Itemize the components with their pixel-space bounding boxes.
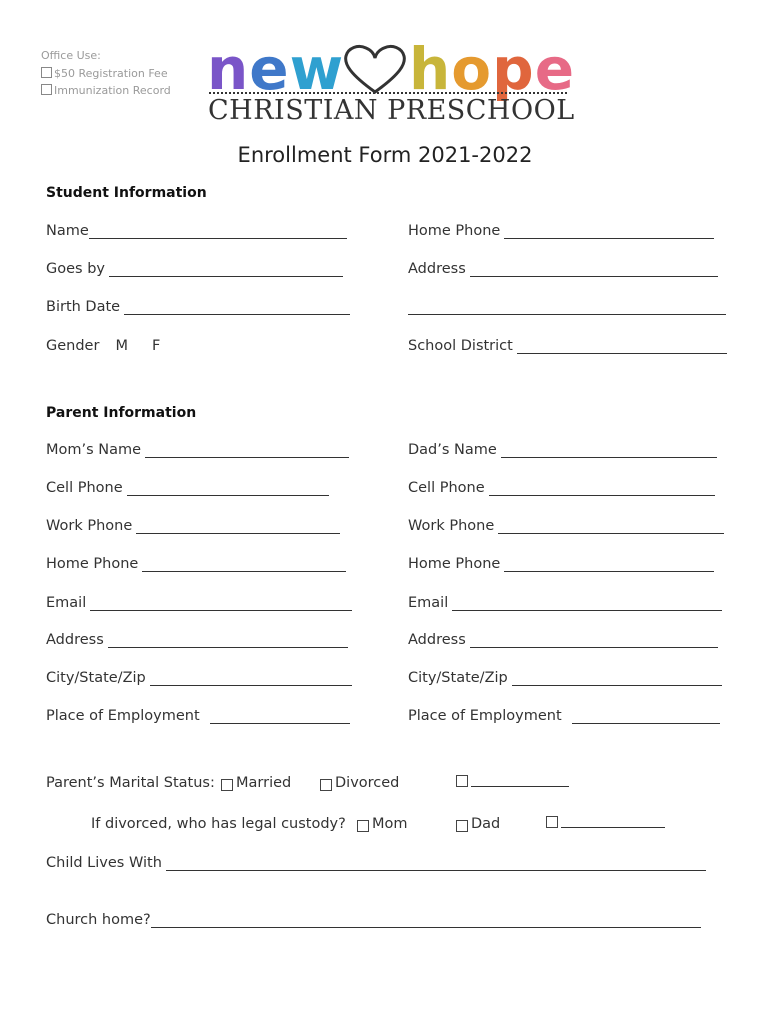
registration-fee-checkbox[interactable] [41,67,52,78]
dad-work-phone-line[interactable] [498,532,724,534]
parent-section-heading: Parent Information [46,405,197,421]
gender-label: Gender [46,338,100,354]
heart-icon [340,42,410,98]
dad-work-phone-label: Work Phone [408,518,495,534]
mom-employment-field[interactable] [46,708,350,724]
dad-cell-phone-line[interactable] [489,494,715,496]
gender-option-f[interactable]: F [151,338,161,354]
mom-city-state-zip-field[interactable] [46,670,352,686]
logo-subtitle: CHRISTIAN PRESCHOOL [208,95,575,126]
mom-home-phone-label: Home Phone [46,556,139,572]
goes-by-field[interactable] [46,261,343,277]
mom-email-label: Email [46,595,87,611]
moms-name-field[interactable] [46,442,349,458]
child-lives-with-label: Child Lives With [46,855,162,871]
mom-work-phone-line[interactable] [136,532,340,534]
dad-email-line[interactable] [452,609,722,611]
dad-city-state-zip-line[interactable] [512,684,722,686]
mom-cell-phone-label: Cell Phone [46,480,123,496]
married-label: Married [236,775,292,791]
marital-other-line[interactable] [471,785,569,787]
custody-dad-option[interactable] [456,816,500,832]
immunization-record-checkbox[interactable] [41,84,52,95]
custody-label: If divorced, who has legal custody? [91,816,346,832]
custody-mom-label: Mom [372,816,408,832]
custody-mom-option[interactable] [357,816,408,832]
mom-address-line[interactable] [108,646,348,648]
birth-date-label: Birth Date [46,299,121,315]
mom-city-state-zip-line[interactable] [150,684,352,686]
goes-by-line[interactable] [109,275,343,277]
dad-address-label: Address [408,632,466,648]
custody-other-option[interactable] [546,816,665,828]
married-checkbox[interactable] [221,779,233,791]
dad-address-field[interactable] [408,632,718,648]
birth-date-line[interactable] [124,313,350,315]
mom-home-phone-line[interactable] [142,570,346,572]
dads-name-line[interactable] [501,456,717,458]
dad-home-phone-line[interactable] [504,570,714,572]
mom-work-phone-label: Work Phone [46,518,133,534]
student-address-line[interactable] [470,275,718,277]
custody-dad-label: Dad [471,816,501,832]
dad-city-state-zip-field[interactable] [408,670,722,686]
dad-employment-field[interactable] [408,708,720,724]
immunization-record-label: Immunization Record [54,84,171,97]
dad-address-line[interactable] [470,646,718,648]
logo-word-new: new [207,35,345,103]
student-name-field[interactable] [46,223,347,239]
student-home-phone-label: Home Phone [408,223,501,239]
dads-name-label: Dad’s Name [408,442,497,458]
logo-divider [209,92,567,94]
church-home-field[interactable] [46,912,701,928]
student-home-phone-line[interactable] [504,237,714,239]
child-lives-with-field[interactable] [46,855,706,871]
divorced-label: Divorced [335,775,400,791]
student-section-heading: Student Information [46,185,207,201]
custody-mom-checkbox[interactable] [357,820,369,832]
marital-other-checkbox[interactable] [456,775,468,787]
child-lives-with-line[interactable] [166,869,706,871]
gender-field[interactable] [46,338,160,354]
student-home-phone-field[interactable] [408,223,714,239]
dad-home-phone-label: Home Phone [408,556,501,572]
mom-address-label: Address [46,632,104,648]
dad-home-phone-field[interactable] [408,556,714,572]
dad-cell-phone-label: Cell Phone [408,480,485,496]
divorced-option[interactable] [320,775,399,791]
dad-employment-line[interactable] [572,722,720,724]
mom-cell-phone-field[interactable] [46,480,329,496]
goes-by-label: Goes by [46,261,105,277]
school-district-label: School District [408,338,513,354]
mom-home-phone-field[interactable] [46,556,346,572]
church-home-line[interactable] [151,926,701,928]
married-option[interactable] [221,775,291,791]
custody-other-line[interactable] [561,826,665,828]
dad-city-state-zip-label: City/State/Zip [408,670,508,686]
student-address-field[interactable] [408,261,718,277]
dad-email-label: Email [408,595,449,611]
moms-name-line[interactable] [145,456,349,458]
student-name-line[interactable] [89,237,347,239]
mom-cell-phone-line[interactable] [127,494,329,496]
mom-employment-label: Place of Employment [46,708,200,724]
mom-email-field[interactable] [46,595,352,611]
dad-email-field[interactable] [408,595,722,611]
mom-employment-line[interactable] [210,722,350,724]
moms-name-label: Mom’s Name [46,442,142,458]
mom-work-phone-field[interactable] [46,518,340,534]
office-use-block [41,47,171,100]
student-address-line-2[interactable] [408,314,726,315]
custody-dad-checkbox[interactable] [456,820,468,832]
school-district-field[interactable] [408,338,727,354]
birth-date-field[interactable] [46,299,350,315]
marital-status-label: Parent’s Marital Status: [46,775,215,791]
form-title: Enrollment Form 2021-2022 [237,143,533,167]
dad-employment-label: Place of Employment [408,708,562,724]
divorced-checkbox[interactable] [320,779,332,791]
student-name-label: Name [46,223,89,239]
mom-city-state-zip-label: City/State/Zip [46,670,146,686]
student-address-label: Address [408,261,466,277]
registration-fee-label: $50 Registration Fee [54,66,168,80]
gender-option-m[interactable]: M [115,338,128,354]
dad-cell-phone-field[interactable] [408,480,715,496]
logo-word-hope: hope [409,35,576,103]
mom-email-line[interactable] [90,609,352,611]
mom-address-field[interactable] [46,632,348,648]
marital-other-option[interactable] [456,775,569,787]
office-use-title: Office Use: [41,49,101,62]
dads-name-field[interactable] [408,442,717,458]
dad-work-phone-field[interactable] [408,518,724,534]
school-district-line[interactable] [517,352,727,354]
custody-other-checkbox[interactable] [546,816,558,828]
church-home-label: Church home? [46,912,151,928]
